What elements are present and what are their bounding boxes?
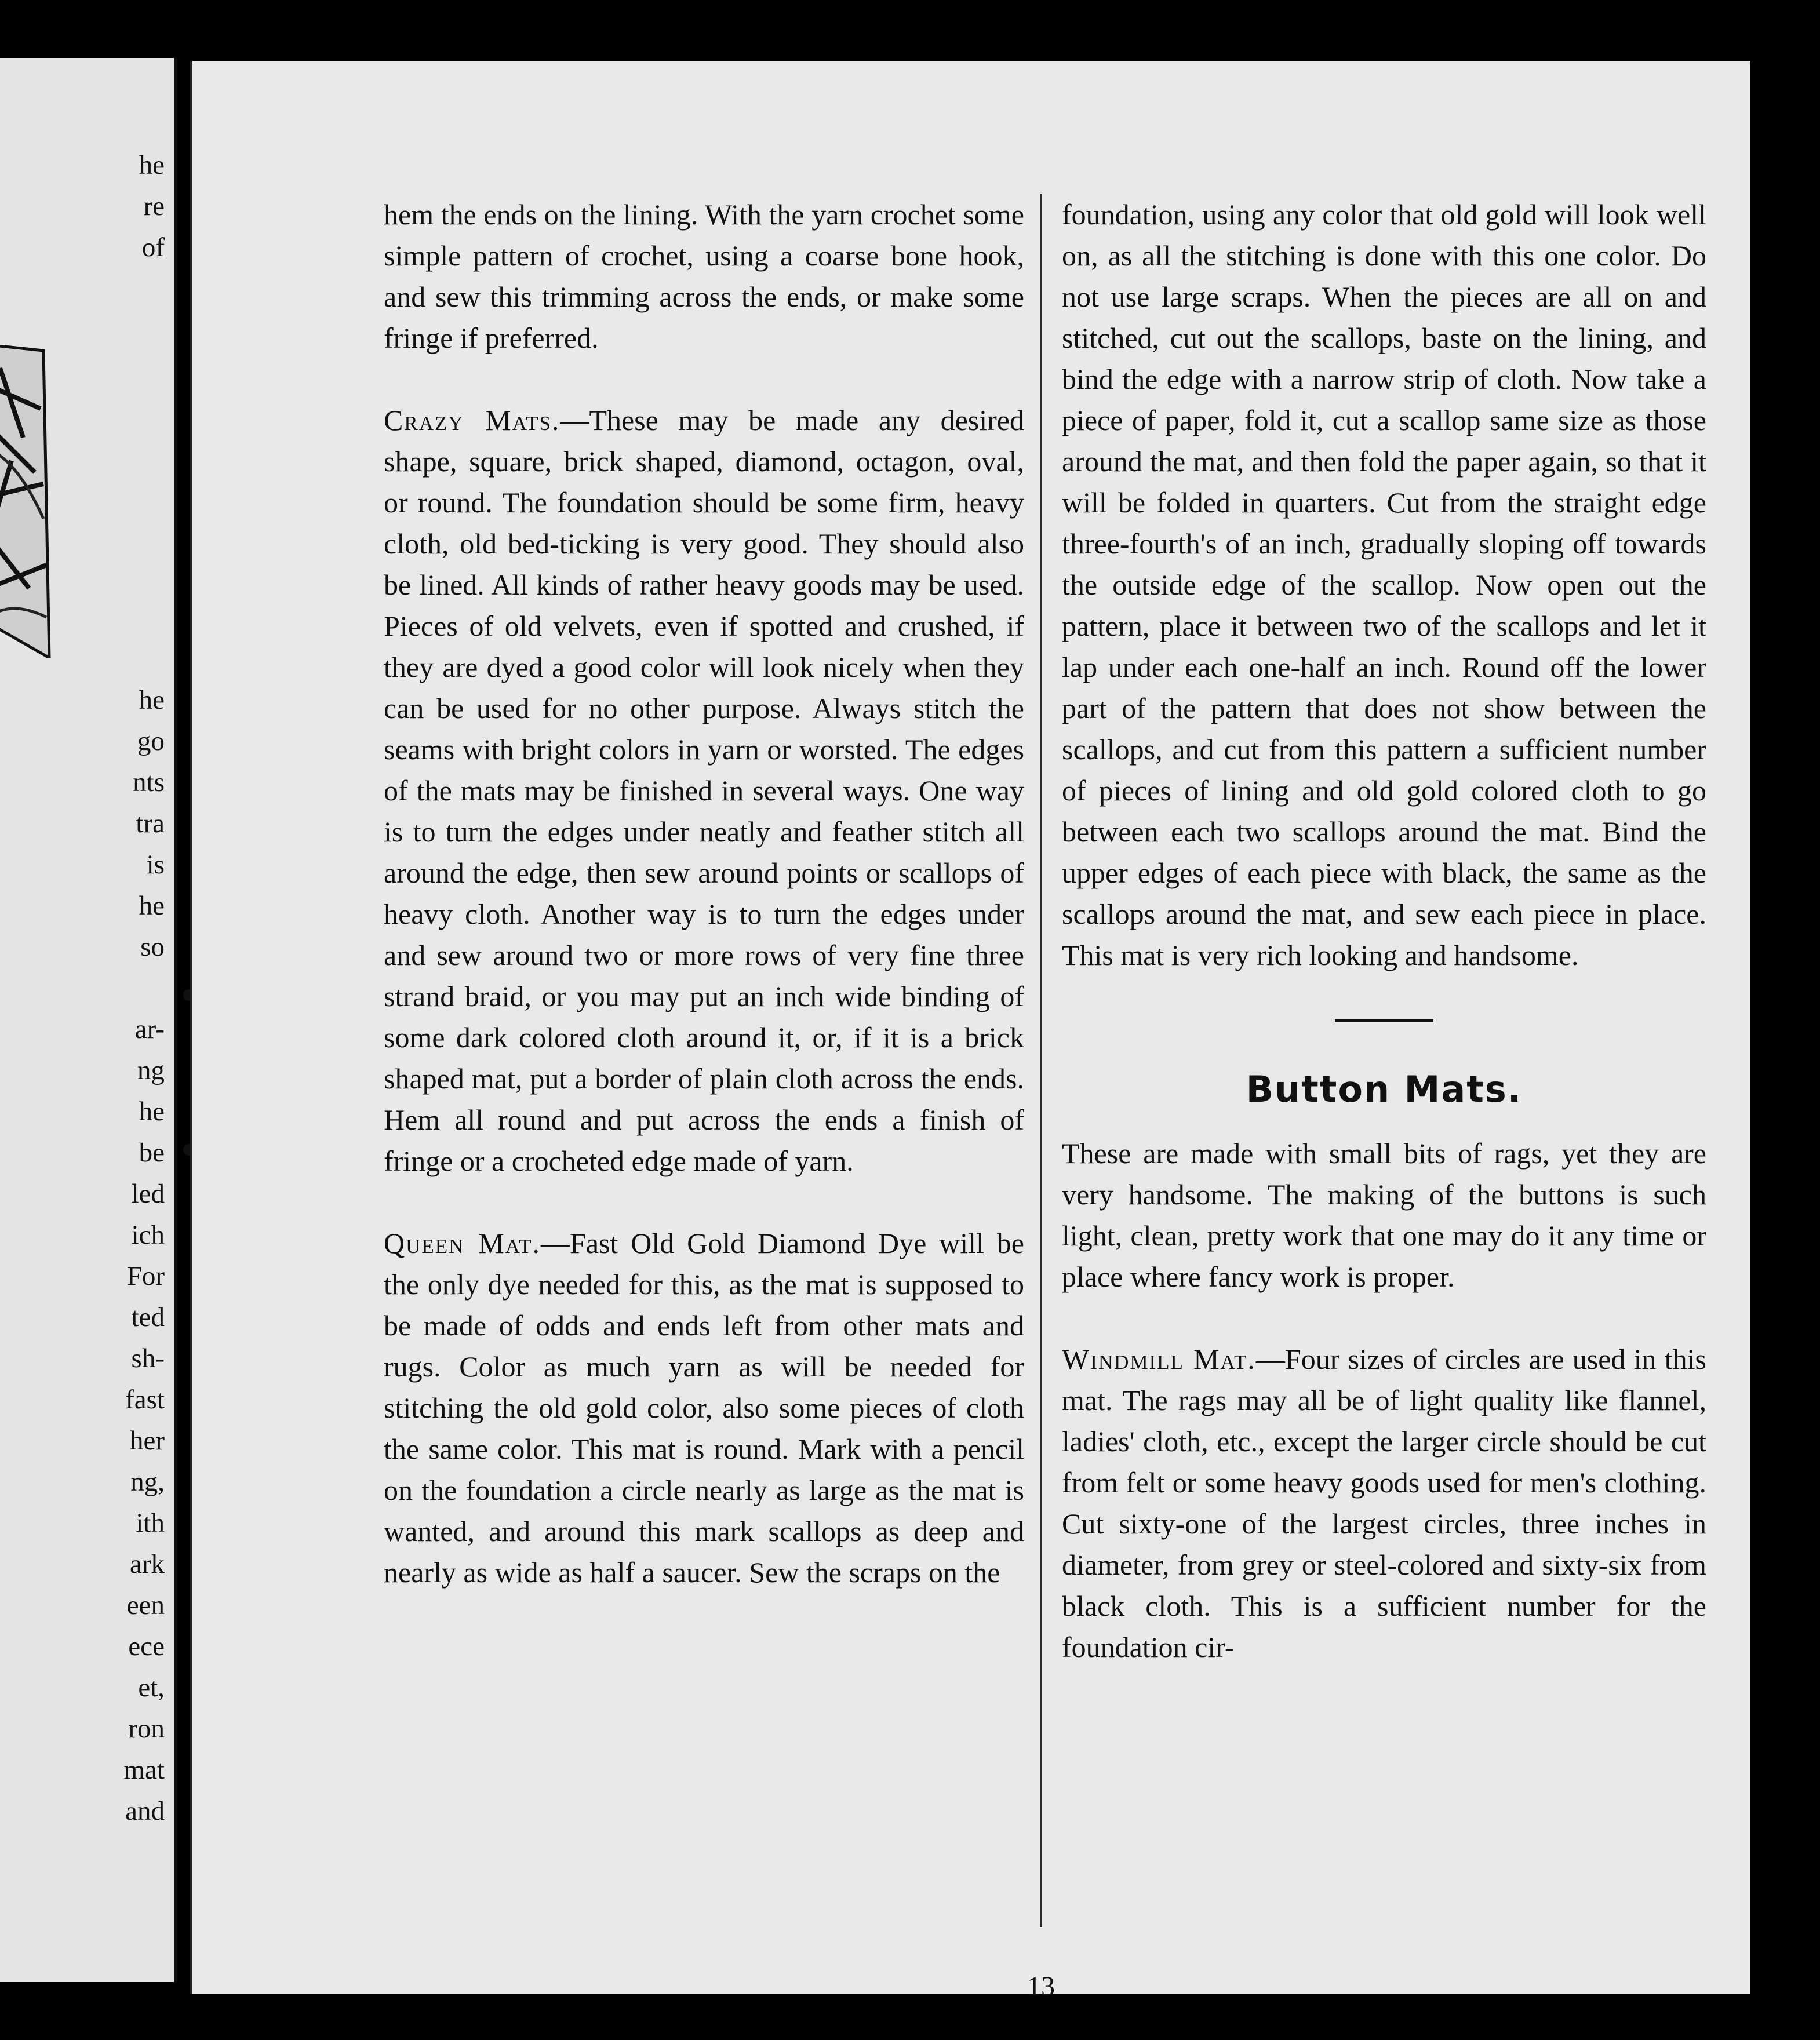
left-page-line-fragment: nts bbox=[133, 767, 165, 797]
left-page-line-fragment: of bbox=[141, 232, 165, 263]
left-page-line-fragment: her bbox=[129, 1426, 165, 1456]
left-page-line-fragment bbox=[72, 639, 165, 680]
left-page-line-fragment: he bbox=[139, 150, 165, 180]
crazy-mats-paragraph bbox=[384, 400, 1024, 1182]
left-page-line-fragment bbox=[72, 392, 165, 433]
queen-mat-body: —Fast Old Gold Diamond Dye will be the only dye needed for this, as the mat is supposed to be made of odds and ends left from other mats and rugs. Color as much yarn as will be needed for stitching the old gold color, also some pieces of cloth the same color. This mat is round. Mark with a pencil on the foundation a circle nearly as large as the mat is wanted, and around this mark scallops as deep and nearly as wide as half a saucer. Sew the scraps on the bbox=[384, 1227, 1024, 1589]
left-page-line-fragment: sh- bbox=[131, 1343, 165, 1374]
left-page-line-fragment bbox=[72, 598, 165, 639]
left-page-line-fragment: re bbox=[143, 191, 165, 221]
left-page-line-fragment: go bbox=[137, 726, 165, 756]
button-mats-intro: These are made with small bits of rags, yet they are very handsome. The making of the buttons is such light, clean, pretty work that one may do it any time or place where fancy work is proper. bbox=[1062, 1137, 1706, 1293]
engraved-illustration-fragment bbox=[0, 345, 52, 658]
section-rule bbox=[1335, 1019, 1433, 1022]
continued-paragraph: hem the ends on the lining. With the yarn crochet some simple pattern of crochet, using a coarse bone hook, and sew this trimming across the ends, or make some fringe if preferred. bbox=[384, 198, 1024, 354]
section-heading: Button Mats. bbox=[1246, 1068, 1523, 1110]
left-page-line-fragment: he bbox=[139, 1096, 165, 1127]
left-page-line-fragment: ece bbox=[128, 1631, 165, 1662]
left-page-line-fragment: be bbox=[139, 1138, 165, 1168]
windmill-mat-paragraph bbox=[1062, 1339, 1706, 1668]
left-page-line-fragment: mat bbox=[123, 1755, 165, 1785]
crazy-mats-body: —These may be made any desired shape, square, brick shaped, diamond, octagon, oval, or round. The foundation should be some firm, heavy cloth, old bed-ticking is very good. They should also be lined. All kinds of rather heavy goods may be used. Pieces of old velvets, even if spotted and crushed, if they are dyed a good color will look nicely when they can be used for no other purpose. Always stitch the seams with bright colors in yarn or worsted. The edges of the mats may be finished in several ways. One way is to turn the edges under neatly and feather stitch all around the edge, then sew around points or scallops of heavy cloth. Another way is to turn the edges under and sew around two or more rows of very fine three strand braid, or you may put an inch wide binding of some dark colored cloth around it, or, if it is a brick shaped mat, put a border of plain cloth across the ends. Hem all round and put across the ends a finish of fringe or a crocheted edge made of yarn. bbox=[384, 404, 1024, 1177]
column-divider bbox=[1040, 194, 1042, 1927]
left-page-line-fragment: een bbox=[126, 1590, 165, 1620]
left-page-text-fragments bbox=[72, 145, 165, 1832]
left-page-line-fragment: ron bbox=[128, 1714, 165, 1744]
left-page-line-fragment: he bbox=[139, 685, 165, 715]
left-page-line-fragment: and bbox=[125, 1796, 165, 1826]
left-page-line-fragment bbox=[72, 433, 165, 474]
left-page-line-fragment: ng bbox=[137, 1055, 165, 1085]
left-page-line-fragment bbox=[72, 309, 165, 351]
left-page-line-fragment bbox=[72, 968, 165, 1009]
windmill-mat-body: —Four sizes of circles are used in this mat. The rags may all be of light quality like flannel, ladies' cloth, etc., except the larger circle should be cut from felt or some heavy goods used for men's clothing. Cut sixty-one of the largest circles, three inches in diameter, from grey or steel-colored and sixty-six from black cloth. This is a sufficient number for the foundation cir- bbox=[1062, 1343, 1706, 1663]
left-page-line-fragment: For bbox=[126, 1261, 165, 1291]
queen-mat-heading: Queen Mat. bbox=[384, 1227, 541, 1259]
crazy-mats-heading: Crazy Mats. bbox=[384, 404, 560, 436]
left-page-line-fragment: ng, bbox=[130, 1467, 165, 1497]
windmill-mat-heading: Windmill Mat. bbox=[1062, 1343, 1256, 1375]
left-page-line-fragment: tra bbox=[136, 808, 165, 839]
left-page-line-fragment: et, bbox=[138, 1673, 165, 1703]
left-page-line-fragment: fast bbox=[125, 1385, 165, 1415]
right-text-column bbox=[1062, 194, 1706, 1668]
left-page-line-fragment: led bbox=[131, 1179, 165, 1209]
queen-mat-paragraph bbox=[384, 1223, 1024, 1593]
left-page-line-fragment bbox=[72, 474, 165, 515]
left-page-line-fragment: he bbox=[139, 891, 165, 921]
left-page-line-fragment: ar- bbox=[134, 1014, 165, 1044]
left-page-line-fragment: is bbox=[146, 850, 165, 880]
left-page-line-fragment: ark bbox=[129, 1549, 165, 1579]
left-page-line-fragment: ted bbox=[131, 1302, 165, 1332]
left-page-line-fragment bbox=[72, 268, 165, 309]
left-page-line-fragment bbox=[72, 351, 165, 392]
book-page bbox=[190, 61, 1750, 2002]
queen-mat-continued-paragraph: foundation, using any color that old gold will look well on, as all the stitching is done with this one color. Do not use large scraps. When the pieces are all on and stitched, cut out the scallops, baste on the lining, and bind the edge with a narrow strip of cloth. Now take a piece of paper, fold it, cut a scallop same size as those around the mat, and then fold the paper again, so that it will be folded in quarters. Cut from the straight edge three-fourth's of an inch, gradually sloping off towards the outside edge of the scallop. Now open out the pattern, place it between two of the scallops and let it lap under each one-half an inch. Round off the lower part of the pattern that does not show between the scallops, and cut from this pattern a sufficient number of pieces of lining and old gold colored cloth to go between each two scallops around the mat. Bind the upper edges of each piece with black, the same as the scallops around the mat, and sew each piece in place. This mat is very rich looking and handsome. bbox=[1062, 198, 1706, 971]
page-number: 13 bbox=[1027, 1971, 1055, 2002]
left-page-line-fragment: ith bbox=[136, 1508, 165, 1538]
left-text-column bbox=[384, 194, 1024, 1593]
left-page-line-fragment bbox=[72, 515, 165, 556]
left-page-line-fragment: ich bbox=[131, 1220, 165, 1250]
left-facing-page bbox=[0, 58, 177, 1982]
left-page-line-fragment: so bbox=[140, 932, 165, 962]
left-page-line-fragment bbox=[72, 556, 165, 598]
